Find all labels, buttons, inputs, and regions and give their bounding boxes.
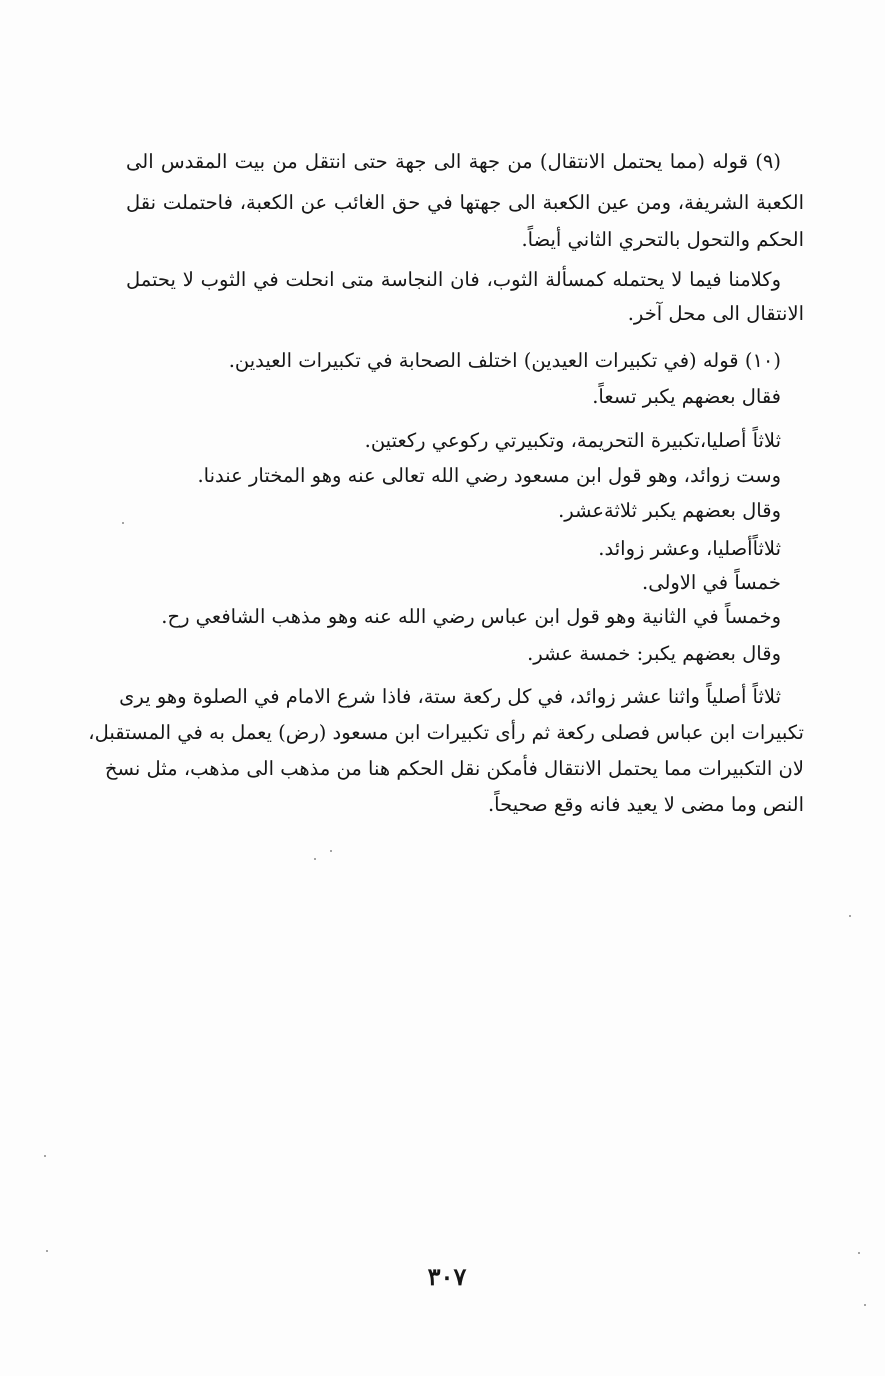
scan-speck xyxy=(44,1155,46,1157)
note-9-line-2: الكعبة الشريفة، ومن عين الكعبة الى جهتها في حق الغائب عن الكعبة، فاحتملت نقل xyxy=(126,191,804,214)
note-10-cont-line-2: تكبيرات ابن عباس فصلى ركعة ثم رأى تكبيرات ابن مسعود (رض) يعمل به في المستقبل، xyxy=(88,721,804,744)
scan-speck xyxy=(849,915,851,917)
page-number: ٣٠٧ xyxy=(427,1262,467,1291)
note-10-line-2: فقال بعضهم يكبر تسعاً. xyxy=(592,385,781,408)
note-10-cont-line-1: ثلاثاً أصلياً واثنا عشر زوائد، في كل ركعة ستة، فاذا شرع الامام في الصلوة وهو يرى xyxy=(119,685,781,708)
note-10-line-5: وقال بعضهم يكبر ثلاثةعشر. xyxy=(558,499,781,522)
scan-speck xyxy=(864,1304,866,1306)
note-10-line-9: وقال بعضهم يكبر: خمسة عشر. xyxy=(527,642,781,665)
note-10-cont-line-4: النص وما مضى لا يعيد فانه وقع صحيحاً. xyxy=(487,793,804,816)
note-10-line-7: خمساً في الاولى. xyxy=(642,571,781,594)
scan-speck xyxy=(122,522,124,524)
note-9-line-3: الحكم والتحول بالتحري الثاني أيضاً. xyxy=(521,228,804,251)
scan-speck xyxy=(46,1250,48,1252)
scan-speck xyxy=(314,858,316,860)
note-9-cont-line-1: وكلامنا فيما لا يحتمله كمسألة الثوب، فان النجاسة متى انحلت في الثوب لا يحتمل xyxy=(126,268,781,291)
note-10-line-3: ثلاثاً أصليا،تكبيرة التحريمة، وتكبيرتي ركوعي ركعتين. xyxy=(364,429,781,452)
scan-speck xyxy=(330,850,332,852)
scan-speck xyxy=(858,1252,860,1254)
note-9-cont-line-2: الانتقال الى محل آخر. xyxy=(627,302,804,325)
note-9-line-1: (٩) قوله (مما يحتمل الانتقال) من جهة الى جهة حتى انتقل من بيت المقدس الى xyxy=(126,150,781,173)
note-10-cont-line-3: لان التكبيرات مما يحتمل الانتقال فأمكن نقل الحكم هنا من مذهب الى مذهب، مثل نسخ xyxy=(104,757,804,780)
note-10-line-4: وست زوائد، وهو قول ابن مسعود رضي الله تعالى عنه وهو المختار عندنا. xyxy=(197,464,781,487)
note-10-line-1: (١٠) قوله (في تكبيرات العيدين) اختلف الصحابة في تكبيرات العيدين. xyxy=(228,349,781,372)
note-10-line-6: ثلاثاًأصليا، وعشر زوائد. xyxy=(598,537,781,560)
note-10-line-8: وخمساً في الثانية وهو قول ابن عباس رضي الله عنه وهو مذهب الشافعي رح. xyxy=(161,605,781,628)
